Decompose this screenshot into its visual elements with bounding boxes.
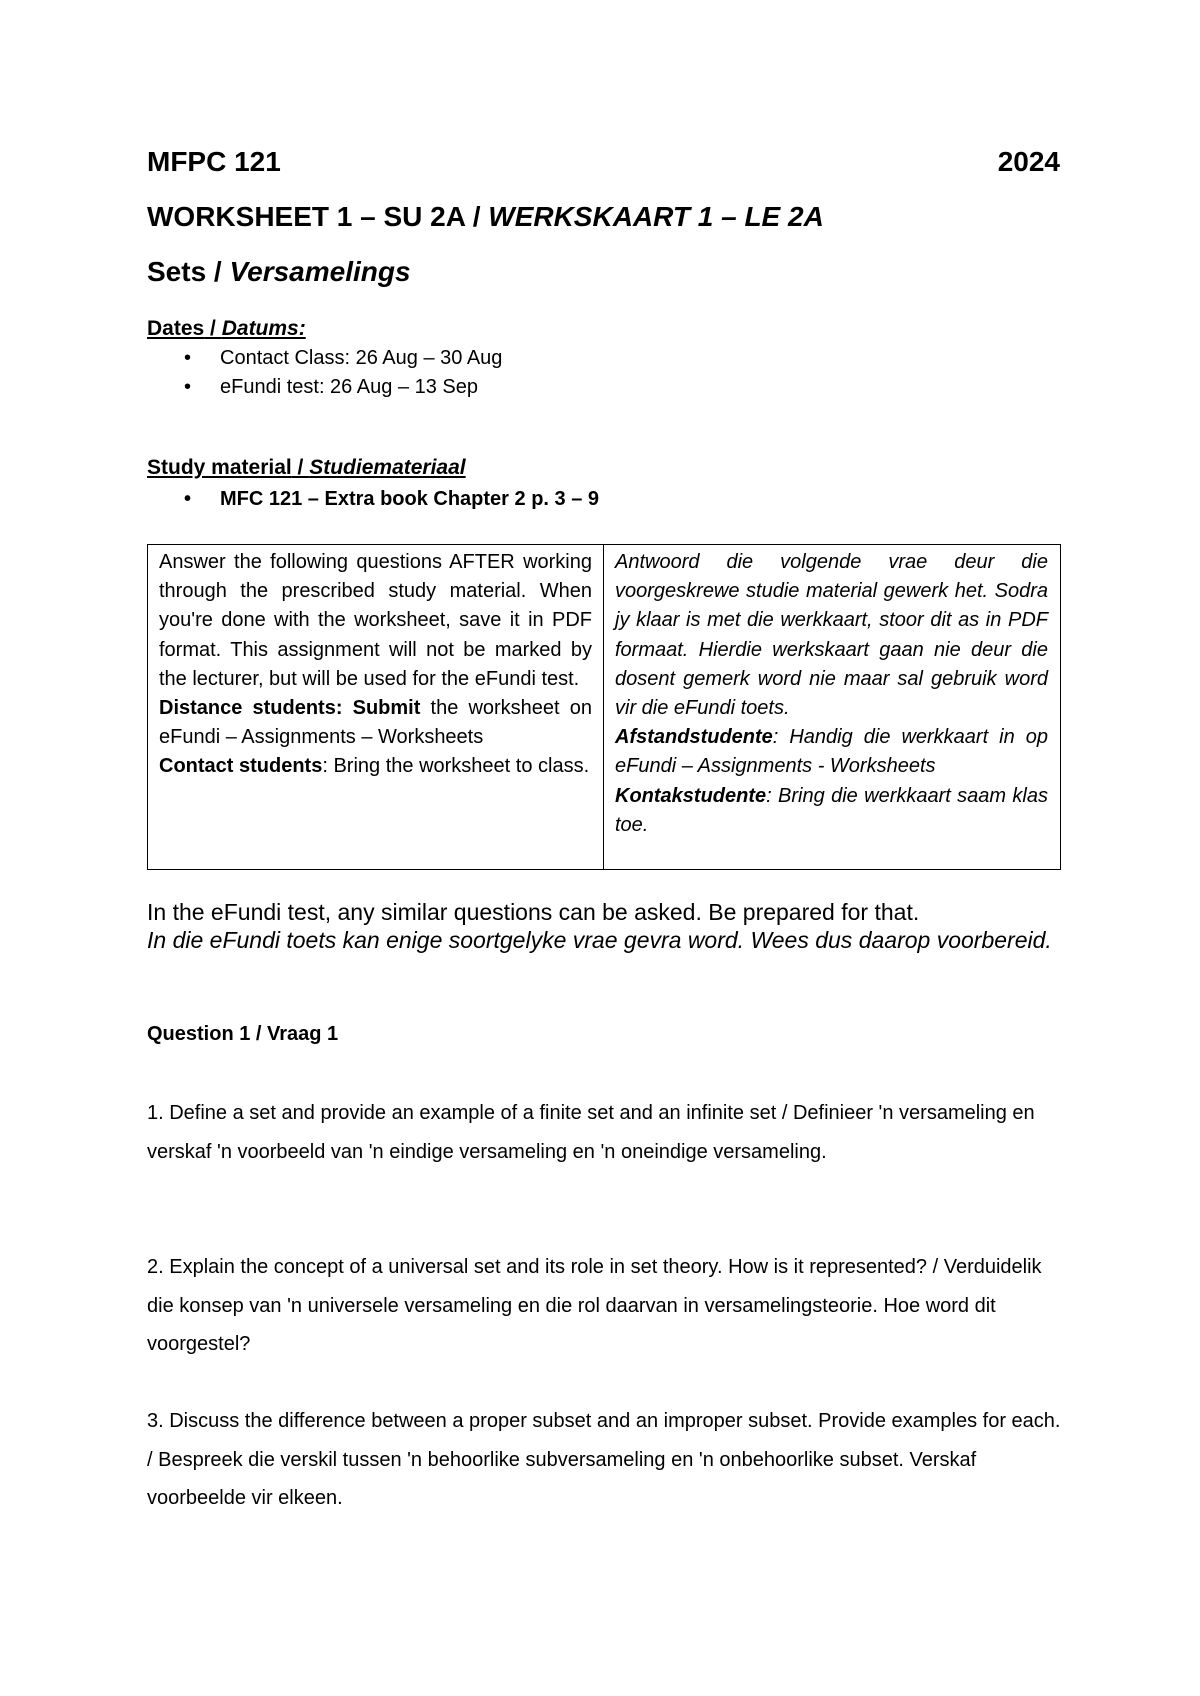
dates-label xyxy=(147,316,306,342)
instructions-afrikaans-intro: Antwoord die volgende vrae deur die voorgeskrewe studie material gewerk het. Sodra jy klaar is met die werkkaart, stoor dit as in PDF formaat. Hierdie werkskaart gaan nie deur die dosent gemerk word nie maar sal gebruik word vir die eFundi toets. xyxy=(615,551,1048,720)
efundi-note xyxy=(147,898,1061,954)
distance-students-text: the worksheet on eFundi – Assignments – Worksheets xyxy=(159,697,592,749)
question-1-item-2-text: 2. Explain the concept of a universal set and its role in set theory. How is it represented? / Verduidelik die konsep van 'n universele versameling en die rol daarvan in versamelingsteorie. Hoe word dit voorgestel? xyxy=(147,1256,1042,1355)
instructions-english-intro: Answer the following questions AFTER working through the prescribed study material. When you're done with the worksheet, save it in PDF format. This assignment will not be marked by the lecturer, but will be used for the eFundi test. xyxy=(159,551,592,690)
question-1-heading: Question 1 / Vraag 1 xyxy=(147,1023,339,1045)
study-material-label-af: Studiemateriaal xyxy=(309,456,466,479)
worksheet-page xyxy=(147,0,1061,1696)
kontakstudente-label: Kontakstudente xyxy=(615,784,767,807)
study-material-item: • MFC 121 – Extra book Chapter 2 p. 3 – 9 xyxy=(184,485,599,514)
instructions-english-contact xyxy=(159,752,592,781)
question-1-item-2 xyxy=(147,1248,1061,1364)
course-code: MFPC 121 xyxy=(147,146,281,177)
topic-heading xyxy=(147,255,411,289)
instructions-afrikaans-cell xyxy=(604,545,1059,869)
contact-students-label: Contact students xyxy=(159,755,323,778)
course-year: 2024 xyxy=(997,146,1060,177)
date-item-contact-class: • Contact Class: 26 Aug – 30 Aug xyxy=(184,344,502,373)
afstandstudente-text: : Handig die werkkaart in op eFundi – Assignments - Worksheets xyxy=(615,726,1048,778)
instructions-english-cell xyxy=(148,545,604,869)
instructions-english-distance xyxy=(159,694,592,752)
afstandstudente-label: Afstandstudente xyxy=(615,726,773,749)
efundi-note-english: In the eFundi test, any similar questions can be asked. Be prepared for that. xyxy=(147,899,920,925)
worksheet-heading xyxy=(147,200,824,234)
title-row xyxy=(147,145,1060,179)
study-material-list xyxy=(184,485,599,514)
instructions-afrikaans-contact xyxy=(615,782,1048,840)
distance-students-label: Distance students: xyxy=(159,697,343,720)
worksheet-heading-separator: / xyxy=(464,201,489,232)
contact-students-text: : Bring the worksheet to class. xyxy=(322,755,590,778)
study-material-label xyxy=(147,455,466,481)
study-material-label-en: Study material xyxy=(147,456,292,479)
distance-submit-word: Submit xyxy=(352,697,421,720)
worksheet-heading-af: WERKSKAART 1 – LE 2A xyxy=(488,201,824,232)
date-item-efundi-test: • eFundi test: 26 Aug – 13 Sep xyxy=(184,373,502,402)
dates-label-en: Dates xyxy=(147,317,205,340)
kontakstudente-text: : Bring die werkkaart saam klas toe. xyxy=(615,784,1048,836)
efundi-note-afrikaans: In die eFundi toets kan enige soortgelyke vrae gevra word. Wees dus daarop voorbereid. xyxy=(147,927,1052,953)
question-1-item-1-text: 1. Define a set and provide an example of a finite set and an infinite set / Definieer 'n versameling en verskaf 'n voorbeeld van 'n eindige versameling en 'n oneindige versameling. xyxy=(147,1102,1035,1163)
study-material-label-separator: / xyxy=(291,456,310,479)
dates-label-separator: / xyxy=(204,317,222,340)
topic-heading-af: Versamelings xyxy=(229,256,411,287)
topic-heading-en: Sets xyxy=(147,256,207,287)
instructions-afrikaans-distance xyxy=(615,723,1048,781)
question-1-item-1 xyxy=(147,1094,1061,1171)
topic-heading-separator: / xyxy=(206,256,230,287)
dates-list xyxy=(184,344,502,402)
worksheet-heading-en: WORKSHEET 1 – SU 2A xyxy=(147,201,465,232)
question-1-item-3 xyxy=(147,1402,1061,1518)
instructions-table xyxy=(147,544,1061,870)
question-1-item-3-text: 3. Discuss the difference between a proper subset and an improper subset. Provide examples for each. / Bespreek die verskil tussen 'n behoorlike subversameling en 'n onbehoorlike subset. Verskaf voorbeelde vir elkeen. xyxy=(147,1410,1061,1509)
dates-label-af: Datums: xyxy=(221,317,306,340)
